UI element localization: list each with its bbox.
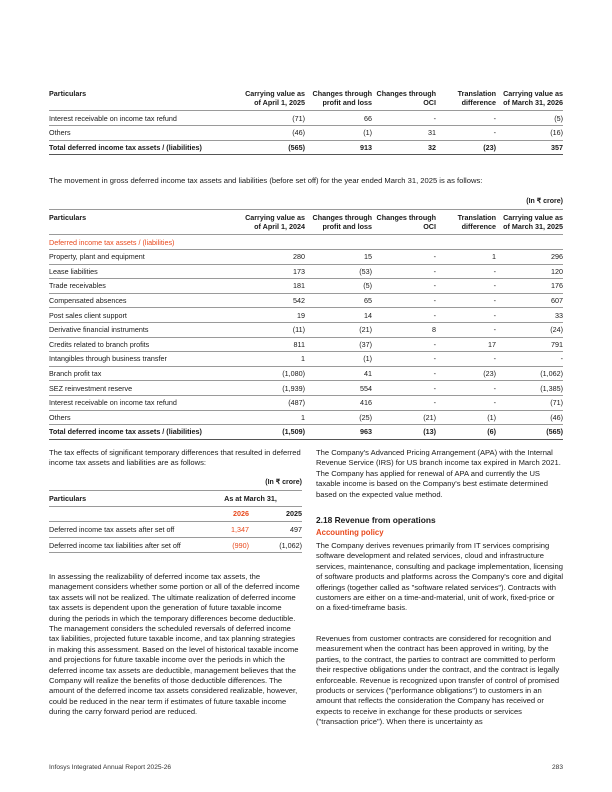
cell: (565) — [239, 140, 305, 155]
row-label: Total deferred income tax assets / (liabilities) — [49, 140, 239, 155]
column-header: Changes through profit and loss — [305, 89, 372, 111]
cell: (6) — [436, 425, 496, 440]
row-label: Deferred income tax liabilities after set off — [49, 537, 199, 552]
row-label: Credits related to branch profits — [49, 337, 239, 352]
cell: 1 — [436, 250, 496, 265]
section-label: Deferred income tax assets / (liabilities) — [49, 235, 563, 250]
table-body — [49, 250, 563, 425]
cell: 1,347 — [199, 522, 249, 537]
cell: 173 — [239, 264, 305, 279]
row-label: Interest receivable on income tax refund — [49, 395, 239, 410]
cell: - — [436, 395, 496, 410]
cell: 1 — [239, 352, 305, 367]
column-header: Translation difference — [436, 210, 496, 235]
cell: (37) — [305, 337, 372, 352]
column-header: Carrying value as of March 31, 2025 — [496, 210, 563, 235]
table-row — [49, 279, 563, 294]
realizability-paragraph: In assessing the realizability of deferred income tax assets, the management considers whether some portion or all of the deferred income tax assets will not be realized. The ultimate realization of deferred income tax assets is dependent upon the generation of future taxable income during the periods in which the temporary differences become deductible. The management considers the scheduled reversals of deferred income tax liabilities, projected future taxable income, and tax planning strategies in making this assessment. Based on the level of historical taxable income and projections for future taxable income over the periods in which the deferred income tax assets are deductible, management believes that the Company will realize the benefits of those deductible differences. The amount of the deferred income tax assets considered realizable, however, could be reduced in the near term if estimates of future taxable income during the carry forward period are reduced. — [49, 572, 300, 717]
tax-effects-intro: The tax effects of significant temporary differences that resulted in deferred income tax assets and liabilities are as follows: — [49, 448, 301, 468]
row-label: Total deferred income tax assets / (liabilities) — [49, 425, 239, 440]
subsection-heading: Accounting policy — [316, 528, 384, 537]
table-total-row — [49, 140, 563, 155]
table-row — [49, 410, 563, 425]
cell: (23) — [436, 366, 496, 381]
cell: (53) — [305, 264, 372, 279]
table-row — [49, 352, 563, 367]
cell: (5) — [496, 111, 563, 126]
table-row — [49, 366, 563, 381]
cell: 296 — [496, 250, 563, 265]
row-label: Lease liabilities — [49, 264, 239, 279]
cell: 811 — [239, 337, 305, 352]
cell: (21) — [372, 410, 436, 425]
cell: - — [372, 366, 436, 381]
cell: (1,939) — [239, 381, 305, 396]
cell: - — [372, 111, 436, 126]
cell: (1) — [436, 410, 496, 425]
cell: (24) — [496, 322, 563, 337]
table-row — [49, 322, 563, 337]
row-label: Post sales client support — [49, 308, 239, 323]
cell: (990) — [199, 537, 249, 552]
cell: (1,062) — [249, 537, 302, 552]
cell: (71) — [239, 111, 305, 126]
row-label: Deferred income tax assets after set off — [49, 522, 199, 537]
cell: - — [436, 308, 496, 323]
cell: 181 — [239, 279, 305, 294]
cell: 416 — [305, 395, 372, 410]
cell: 120 — [496, 264, 563, 279]
section-heading: 2.18 Revenue from operations — [316, 515, 436, 525]
movement-intro-text: The movement in gross deferred income tax assets and liabilities (before set off) for the year ended March 31, 2025 is as follows: — [49, 176, 483, 185]
column-header-2026: 2026 — [199, 507, 249, 522]
column-header: Particulars — [49, 210, 239, 235]
cell: - — [372, 293, 436, 308]
cell: 17 — [436, 337, 496, 352]
cell: 1 — [239, 410, 305, 425]
section-row — [49, 235, 563, 250]
cell: 497 — [249, 522, 302, 537]
cell: (565) — [496, 425, 563, 440]
cell: - — [436, 279, 496, 294]
column-header: Changes through profit and loss — [305, 210, 372, 235]
currency-unit-note: (In ₹ crore) — [265, 479, 302, 486]
row-label: Branch profit tax — [49, 366, 239, 381]
cell: - — [436, 381, 496, 396]
cell: - — [436, 293, 496, 308]
table-row — [49, 308, 563, 323]
cell: (46) — [496, 410, 563, 425]
column-header: Carrying value as of April 1, 2024 — [239, 210, 305, 235]
table-header-row — [49, 491, 302, 507]
table-row — [49, 381, 563, 396]
table-row — [49, 111, 563, 126]
table-total-row — [49, 425, 563, 440]
column-header-2025: 2025 — [249, 507, 302, 522]
column-header: Carrying value as of April 1, 2025 — [239, 89, 305, 111]
cell: 791 — [496, 337, 563, 352]
cell: 33 — [496, 308, 563, 323]
cell: - — [372, 264, 436, 279]
table-row — [49, 537, 302, 552]
cell: - — [372, 279, 436, 294]
table-header-row — [49, 507, 302, 522]
cell: (71) — [496, 395, 563, 410]
deferred-tax-table-2025 — [49, 209, 563, 440]
cell: 65 — [305, 293, 372, 308]
revenue-paragraph-2: Revenues from customer contracts are considered for recognition and measurement when the contract has been approved in writing, by the parties, to the contract, the parties to contract are committed to perform their respective obligations under the contract, and the contract is legally enforceable. Revenue is recognized upon transfer of control of promised products or services ("performance obligations") to customers in an amount that reflects the consideration the Company has received or expects to receive in exchange for these products or services ("transaction price"). When there is uncertainty as — [316, 634, 560, 727]
row-label: SEZ reinvestment reserve — [49, 381, 239, 396]
cell: - — [372, 352, 436, 367]
cell: - — [372, 337, 436, 352]
cell: (487) — [239, 395, 305, 410]
cell: 542 — [239, 293, 305, 308]
column-header: Carrying value as of March 31, 2026 — [496, 89, 563, 111]
cell: (1,080) — [239, 366, 305, 381]
column-header: Particulars — [49, 89, 239, 111]
currency-unit-note: (In ₹ crore) — [526, 198, 563, 205]
cell: 41 — [305, 366, 372, 381]
table-row — [49, 264, 563, 279]
column-header: Changes through OCI — [372, 210, 436, 235]
cell: 913 — [305, 140, 372, 155]
cell: (16) — [496, 126, 563, 141]
apa-paragraph: The Company's Advanced Pricing Arrangement (APA) with the Internal Revenue Service (IRS) for US branch income tax expired in March 2021. The Company has applied for renewal of APA and currently the US taxable income is based on the Company's best estimate determined based on the expected value method. — [316, 448, 561, 499]
cell: (25) — [305, 410, 372, 425]
page-number: 283 — [551, 764, 563, 771]
cell: 554 — [305, 381, 372, 396]
cell: (1) — [305, 352, 372, 367]
cell: 280 — [239, 250, 305, 265]
cell: - — [372, 250, 436, 265]
cell: 607 — [496, 293, 563, 308]
footer-report-title: Infosys Integrated Annual Report 2025-26 — [49, 764, 172, 771]
column-header: Translation difference — [436, 89, 496, 111]
cell: (5) — [305, 279, 372, 294]
cell: - — [372, 381, 436, 396]
cell: 963 — [305, 425, 372, 440]
cell: 66 — [305, 111, 372, 126]
cell: (1,509) — [239, 425, 305, 440]
table-row — [49, 293, 563, 308]
column-header: Changes through OCI — [372, 89, 436, 111]
cell: 31 — [372, 126, 436, 141]
row-label: Interest receivable on income tax refund — [49, 111, 239, 126]
row-label: Others — [49, 410, 239, 425]
cell: - — [436, 126, 496, 141]
cell: (11) — [239, 322, 305, 337]
cell: - — [372, 308, 436, 323]
row-label: Others — [49, 126, 239, 141]
table-row — [49, 126, 563, 141]
table-row — [49, 395, 563, 410]
cell: - — [372, 395, 436, 410]
column-header: Particulars — [49, 491, 199, 507]
cell: (1,385) — [496, 381, 563, 396]
table-header-row — [49, 210, 563, 235]
cell: - — [436, 322, 496, 337]
cell: 176 — [496, 279, 563, 294]
column-header: As at March 31, — [199, 491, 302, 507]
blank-header — [49, 507, 199, 522]
cell: (1) — [305, 126, 372, 141]
cell: - — [496, 352, 563, 367]
deferred-tax-setoff-table — [49, 490, 302, 553]
revenue-paragraph-1: The Company derives revenues primarily from IT services comprising software development and related services, cloud and infrastructure services, maintenance, consulting and package implementation, licensing of software products and platforms across the Company's core and digital offerings (together called as "software related services"). Contracts with customers are either on a time-and-material, unit of work, fixed-price or on a fixed-timeframe basis. — [316, 541, 564, 613]
cell: (21) — [305, 322, 372, 337]
deferred-tax-table-2026 — [49, 89, 563, 155]
row-label: Property, plant and equipment — [49, 250, 239, 265]
table-row — [49, 522, 302, 537]
cell: 8 — [372, 322, 436, 337]
cell: (1,062) — [496, 366, 563, 381]
cell: (23) — [436, 140, 496, 155]
cell: - — [436, 352, 496, 367]
cell: (13) — [372, 425, 436, 440]
cell: 14 — [305, 308, 372, 323]
table-header-row — [49, 89, 563, 111]
cell: 19 — [239, 308, 305, 323]
cell: 32 — [372, 140, 436, 155]
row-label: Intangibles through business transfer — [49, 352, 239, 367]
table-row — [49, 250, 563, 265]
row-label: Derivative financial instruments — [49, 322, 239, 337]
cell: 357 — [496, 140, 563, 155]
cell: - — [436, 111, 496, 126]
row-label: Compensated absences — [49, 293, 239, 308]
table-row — [49, 337, 563, 352]
cell: 15 — [305, 250, 372, 265]
row-label: Trade receivables — [49, 279, 239, 294]
cell: - — [436, 264, 496, 279]
cell: (46) — [239, 126, 305, 141]
